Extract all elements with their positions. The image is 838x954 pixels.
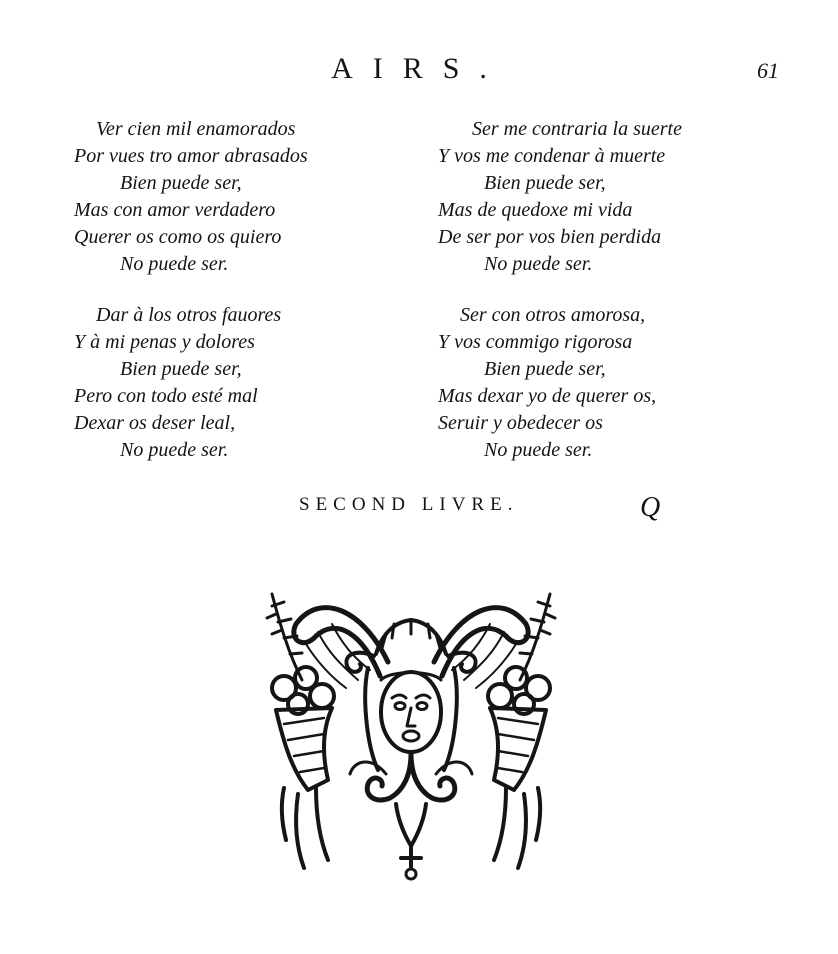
verse-line: Dexar os deser leal, xyxy=(74,412,236,434)
verse-line: Ser con otros amorosa, xyxy=(460,304,646,326)
catchline: SECOND LIVRE. xyxy=(299,494,519,515)
verse-line: Y vos commigo rigorosa xyxy=(438,331,633,353)
refrain-line: No puede ser. xyxy=(120,253,229,275)
refrain-line: No puede ser. xyxy=(120,439,229,461)
verse-line: Dar à los otros fauores xyxy=(96,304,282,326)
verse-line: Pero con todo esté mal xyxy=(74,385,258,407)
verse-line: Y vos me condenar à muerte xyxy=(438,145,666,167)
verse-line: Seruir y obedecer os xyxy=(438,412,603,434)
stanza-3 xyxy=(74,302,281,464)
verse-line: Ver cien mil enamorados xyxy=(96,118,296,140)
signature-mark: Q xyxy=(640,492,661,523)
verse-line: Querer os como os quiero xyxy=(74,226,282,248)
refrain-line: Bien puede ser, xyxy=(484,358,606,380)
refrain-line: No puede ser. xyxy=(484,439,593,461)
refrain-line: No puede ser. xyxy=(484,253,593,275)
verse-line: De ser por vos bien perdida xyxy=(438,226,662,248)
stanza-1 xyxy=(74,116,308,278)
stanza-4 xyxy=(438,302,656,464)
stanza-2 xyxy=(438,116,682,278)
verse-line: Y à mi penas y dolores xyxy=(74,331,255,353)
grotesque-mask-ornament-icon xyxy=(258,584,564,884)
running-title: AIRS. xyxy=(331,52,507,85)
verse-line: Mas con amor verdadero xyxy=(74,199,276,221)
verse-line: Por vues tro amor abrasados xyxy=(74,145,308,167)
verse-line: Mas de quedoxe mi vida xyxy=(438,199,633,221)
refrain-line: Bien puede ser, xyxy=(484,172,606,194)
verse-line: Ser me contraria la suerte xyxy=(472,118,682,140)
page-number: 61 xyxy=(757,58,779,83)
refrain-line: Bien puede ser, xyxy=(120,172,242,194)
refrain-line: Bien puede ser, xyxy=(120,358,242,380)
verse-line: Mas dexar yo de querer os, xyxy=(438,385,657,407)
